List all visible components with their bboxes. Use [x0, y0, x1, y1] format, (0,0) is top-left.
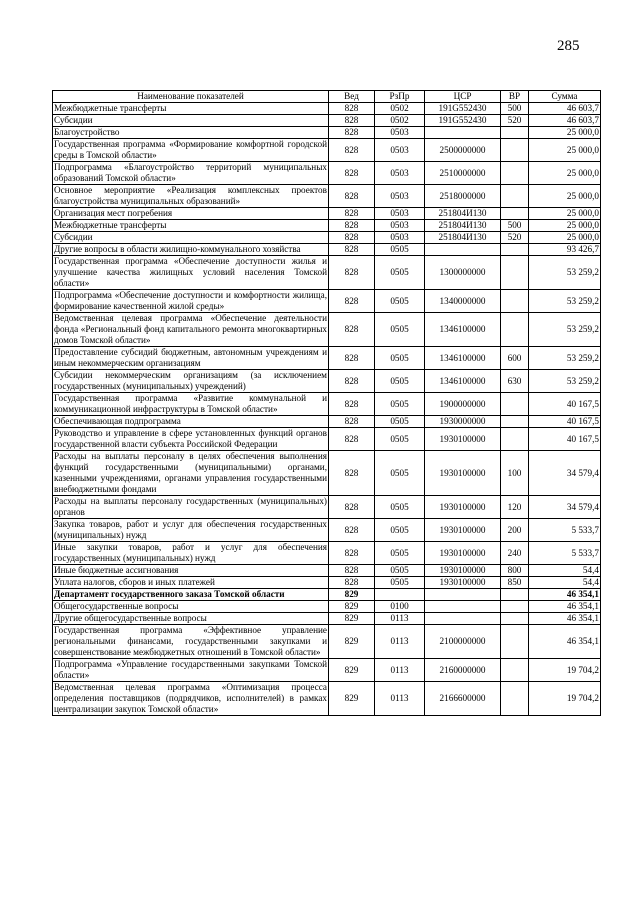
cell-rzpr: 0503	[375, 208, 425, 220]
cell-rzpr: 0113	[375, 613, 425, 625]
cell-ved: 828	[329, 244, 375, 256]
table-row	[53, 519, 601, 542]
table-row	[53, 682, 601, 716]
table-row	[53, 139, 601, 162]
table-row	[53, 244, 601, 256]
cell-name: Расходы на выплаты персоналу государственных (муниципальных) органов	[54, 496, 327, 517]
cell-vr	[501, 682, 529, 716]
cell-ved: 828	[329, 519, 375, 542]
cell-ved: 828	[329, 496, 375, 519]
cell-ved: 828	[329, 393, 375, 416]
cell-rzpr: 0503	[375, 220, 425, 232]
cell-vr: 850	[501, 577, 529, 589]
cell-vr	[501, 256, 529, 290]
table-row	[53, 347, 601, 370]
cell-csr: 1930000000	[425, 416, 501, 428]
cell-name: Закупка товаров, работ и услуг для обеспечения государственных (муниципальных) нужд	[54, 519, 327, 540]
cell-csr: 2510000000	[425, 162, 501, 185]
cell-csr: 1346100000	[425, 313, 501, 347]
cell-rzpr: 0502	[375, 103, 425, 115]
cell-csr: 251804И130	[425, 232, 501, 244]
cell-sum: 53 259,2	[529, 256, 601, 290]
table-row	[53, 256, 601, 290]
cell-sum: 53 259,2	[529, 313, 601, 347]
cell-rzpr: 0113	[375, 659, 425, 682]
cell-name: Государственная программа «Формирование комфортной городской среды в Томской области»	[54, 139, 327, 160]
page-number: 285	[557, 38, 580, 54]
cell-csr: 1930100000	[425, 542, 501, 565]
cell-ved: 828	[329, 290, 375, 313]
cell-csr	[425, 244, 501, 256]
cell-sum: 19 704,2	[529, 682, 601, 716]
cell-csr: 2100000000	[425, 625, 501, 659]
cell-csr: 251804И130	[425, 208, 501, 220]
cell-csr: 191G552430	[425, 103, 501, 115]
table-row	[53, 115, 601, 127]
cell-vr	[501, 244, 529, 256]
table-row	[53, 127, 601, 139]
cell-sum: 46 603,7	[529, 115, 601, 127]
cell-csr: 2500000000	[425, 139, 501, 162]
header-rzpr: РзПр	[375, 91, 425, 103]
cell-vr	[501, 428, 529, 451]
cell-vr	[501, 290, 529, 313]
cell-vr: 200	[501, 519, 529, 542]
cell-ved: 829	[329, 613, 375, 625]
cell-ved: 829	[329, 625, 375, 659]
cell-ved: 828	[329, 313, 375, 347]
cell-ved: 828	[329, 565, 375, 577]
cell-sum: 25 000,0	[529, 185, 601, 208]
cell-vr	[501, 139, 529, 162]
cell-ved: 829	[329, 659, 375, 682]
cell-csr: 1346100000	[425, 347, 501, 370]
cell-vr	[501, 613, 529, 625]
table-row	[53, 103, 601, 115]
cell-name: Государственная программа «Эффективное управление региональными финансами, государственными закупками и совершенствование межбюджетных отношений в Томской области»	[54, 625, 327, 657]
cell-name: Иные закупки товаров, работ и услуг для обеспечения государственных (муниципальных) нужд	[54, 542, 327, 563]
cell-ved: 828	[329, 139, 375, 162]
cell-name: Межбюджетные трансферты	[53, 103, 329, 115]
cell-rzpr: 0503	[375, 232, 425, 244]
cell-rzpr: 0505	[375, 313, 425, 347]
cell-vr: 500	[501, 103, 529, 115]
cell-csr: 2166600000	[425, 682, 501, 716]
cell-sum: 25 000,0	[529, 127, 601, 139]
cell-sum: 53 259,2	[529, 347, 601, 370]
cell-sum: 53 259,2	[529, 370, 601, 393]
cell-sum: 46 354,1	[529, 589, 601, 601]
cell-rzpr: 0503	[375, 139, 425, 162]
cell-csr: 191G552430	[425, 115, 501, 127]
table-row	[53, 393, 601, 416]
cell-sum: 19 704,2	[529, 659, 601, 682]
cell-rzpr: 0505	[375, 244, 425, 256]
cell-ved: 828	[329, 542, 375, 565]
cell-csr	[425, 601, 501, 613]
cell-rzpr: 0100	[375, 601, 425, 613]
cell-sum: 5 533,7	[529, 519, 601, 542]
cell-name: Государственная программа «Обеспечение доступности жилья и улучшение качества жилищных условий населения Томской области»	[54, 256, 327, 288]
table-body	[53, 103, 601, 716]
cell-ved: 828	[329, 115, 375, 127]
cell-rzpr: 0113	[375, 625, 425, 659]
cell-ved: 828	[329, 451, 375, 496]
cell-sum: 54,4	[529, 565, 601, 577]
cell-csr: 1930100000	[425, 519, 501, 542]
table-row	[53, 313, 601, 347]
cell-vr	[501, 185, 529, 208]
cell-ved: 828	[329, 127, 375, 139]
cell-sum: 53 259,2	[529, 290, 601, 313]
table-row	[53, 659, 601, 682]
table-row	[53, 428, 601, 451]
cell-rzpr: 0505	[375, 416, 425, 428]
header-sum: Сумма	[529, 91, 601, 103]
cell-ved: 828	[329, 428, 375, 451]
table-row	[53, 185, 601, 208]
cell-vr	[501, 589, 529, 601]
cell-ved: 829	[329, 682, 375, 716]
cell-name: Другие общегосударственные вопросы	[53, 613, 329, 625]
cell-csr: 1930100000	[425, 565, 501, 577]
cell-ved: 828	[329, 232, 375, 244]
cell-name: Обеспечивающая подпрограмма	[53, 416, 329, 428]
cell-rzpr: 0505	[375, 519, 425, 542]
cell-name: Ведомственная целевая программа «Обеспечение деятельности фонда «Региональный фонд капитального ремонта многоквартирных домов Томской области»	[54, 313, 327, 345]
cell-vr	[501, 416, 529, 428]
cell-name: Организация мест погребения	[53, 208, 329, 220]
cell-name: Иные бюджетные ассигнования	[53, 565, 329, 577]
table-row	[53, 542, 601, 565]
cell-sum: 34 579,4	[529, 496, 601, 519]
cell-name: Основное мероприятие «Реализация комплексных проектов благоустройства муниципальных образований»	[54, 185, 327, 206]
cell-csr: 251804И130	[425, 220, 501, 232]
cell-name: Субсидии	[53, 232, 329, 244]
cell-name: Подпрограмма «Благоустройство территорий муниципальных образований Томской области»	[54, 162, 327, 183]
cell-rzpr: 0505	[375, 565, 425, 577]
table-row	[53, 613, 601, 625]
cell-vr: 600	[501, 347, 529, 370]
cell-sum: 40 167,5	[529, 393, 601, 416]
table-header-row	[53, 91, 601, 103]
cell-name: Предоставление субсидий бюджетным, автономным учреждениям и иным некоммерческим организациям	[54, 347, 327, 368]
cell-rzpr: 0113	[375, 682, 425, 716]
cell-ved: 829	[329, 601, 375, 613]
cell-name: Субсидии	[53, 115, 329, 127]
cell-name: Другие вопросы в области жилищно-коммунального хозяйства	[53, 244, 329, 256]
cell-ved: 828	[329, 185, 375, 208]
cell-rzpr: 0505	[375, 347, 425, 370]
cell-csr: 1930100000	[425, 496, 501, 519]
cell-rzpr: 0505	[375, 256, 425, 290]
cell-csr: 1346100000	[425, 370, 501, 393]
cell-sum: 25 000,0	[529, 220, 601, 232]
cell-name: Субсидии некоммерческим организациям (за исключением государственных (муниципальных) учреждений)	[54, 370, 327, 391]
table-row	[53, 451, 601, 496]
cell-ved: 828	[329, 220, 375, 232]
cell-csr: 1340000000	[425, 290, 501, 313]
cell-ved: 828	[329, 256, 375, 290]
cell-sum: 46 354,1	[529, 613, 601, 625]
cell-name: Государственная программа «Развитие коммунальной и коммуникационной инфраструктуры в Томской области»	[54, 393, 327, 414]
cell-name: Подпрограмма «Обеспечение доступности и комфортности жилища, формирование качественной жилой среды»	[54, 290, 327, 311]
cell-ved: 828	[329, 577, 375, 589]
table-row	[53, 601, 601, 613]
header-csr: ЦСР	[425, 91, 501, 103]
cell-vr	[501, 393, 529, 416]
cell-rzpr: 0505	[375, 393, 425, 416]
cell-ved: 828	[329, 103, 375, 115]
cell-rzpr	[375, 589, 425, 601]
cell-sum: 25 000,0	[529, 232, 601, 244]
cell-name: Расходы на выплаты персоналу в целях обеспечения выполнения функций государственными (муниципальными) органами, казенными учреждениями, органами управления государственными внебюджетными фондами	[54, 451, 327, 494]
cell-csr: 1900000000	[425, 393, 501, 416]
cell-rzpr: 0505	[375, 451, 425, 496]
cell-name: Благоустройство	[53, 127, 329, 139]
cell-vr: 240	[501, 542, 529, 565]
table-row	[53, 290, 601, 313]
cell-ved: 828	[329, 416, 375, 428]
table-row	[53, 577, 601, 589]
cell-sum: 34 579,4	[529, 451, 601, 496]
cell-csr: 1930100000	[425, 428, 501, 451]
cell-name: Межбюджетные трансферты	[53, 220, 329, 232]
cell-rzpr: 0503	[375, 127, 425, 139]
cell-name: Уплата налогов, сборов и иных платежей	[53, 577, 329, 589]
cell-vr	[501, 625, 529, 659]
cell-rzpr: 0502	[375, 115, 425, 127]
cell-sum: 93 426,7	[529, 244, 601, 256]
cell-rzpr: 0505	[375, 290, 425, 313]
cell-sum: 25 000,0	[529, 208, 601, 220]
cell-vr: 630	[501, 370, 529, 393]
cell-sum: 25 000,0	[529, 162, 601, 185]
table-row	[53, 232, 601, 244]
cell-sum: 46 354,1	[529, 601, 601, 613]
cell-csr: 2160000000	[425, 659, 501, 682]
cell-csr: 1930100000	[425, 451, 501, 496]
cell-csr: 1930100000	[425, 577, 501, 589]
table-row	[53, 162, 601, 185]
cell-csr: 1300000000	[425, 256, 501, 290]
budget-table	[52, 90, 601, 716]
cell-rzpr: 0505	[375, 428, 425, 451]
cell-vr	[501, 127, 529, 139]
cell-vr	[501, 162, 529, 185]
cell-ved: 828	[329, 208, 375, 220]
cell-rzpr: 0505	[375, 370, 425, 393]
cell-vr: 500	[501, 220, 529, 232]
cell-sum: 46 603,7	[529, 103, 601, 115]
cell-name: Руководство и управление в сфере установленных функций органов государственной власти субъекта Российской Федерации	[54, 428, 327, 449]
cell-rzpr: 0505	[375, 542, 425, 565]
table-row	[53, 565, 601, 577]
table-row	[53, 220, 601, 232]
cell-vr	[501, 659, 529, 682]
table-row	[53, 589, 601, 601]
cell-rzpr: 0505	[375, 577, 425, 589]
cell-sum: 25 000,0	[529, 139, 601, 162]
cell-sum: 54,4	[529, 577, 601, 589]
table-row	[53, 416, 601, 428]
cell-csr	[425, 127, 501, 139]
cell-vr: 520	[501, 232, 529, 244]
cell-name: Подпрограмма «Управление государственными закупками Томской области»	[54, 659, 327, 680]
table-row	[53, 625, 601, 659]
header-vr: ВР	[501, 91, 529, 103]
cell-rzpr: 0503	[375, 185, 425, 208]
cell-vr	[501, 313, 529, 347]
cell-csr: 2518000000	[425, 185, 501, 208]
cell-vr: 100	[501, 451, 529, 496]
cell-ved: 828	[329, 162, 375, 185]
cell-vr: 120	[501, 496, 529, 519]
cell-ved: 828	[329, 370, 375, 393]
cell-rzpr: 0503	[375, 162, 425, 185]
cell-vr: 800	[501, 565, 529, 577]
cell-vr: 520	[501, 115, 529, 127]
cell-sum: 40 167,5	[529, 428, 601, 451]
cell-sum: 5 533,7	[529, 542, 601, 565]
cell-ved: 828	[329, 347, 375, 370]
header-name: Наименование показателей	[53, 91, 329, 103]
table-row	[53, 496, 601, 519]
cell-vr	[501, 601, 529, 613]
cell-sum: 46 354,1	[529, 625, 601, 659]
cell-name: Общегосударственные вопросы	[53, 601, 329, 613]
cell-name: Ведомственная целевая программа «Оптимизация процесса определения поставщиков (подрядчиков, исполнителей) в рамках централизации закупок Томской области»	[54, 682, 327, 714]
table-row	[53, 208, 601, 220]
cell-csr	[425, 613, 501, 625]
cell-sum: 40 167,5	[529, 416, 601, 428]
cell-ved: 829	[329, 589, 375, 601]
cell-csr	[425, 589, 501, 601]
cell-name: Департамент государственного заказа Томской области	[53, 589, 329, 601]
cell-rzpr: 0505	[375, 496, 425, 519]
table-row	[53, 370, 601, 393]
header-ved: Вед	[329, 91, 375, 103]
cell-vr	[501, 208, 529, 220]
